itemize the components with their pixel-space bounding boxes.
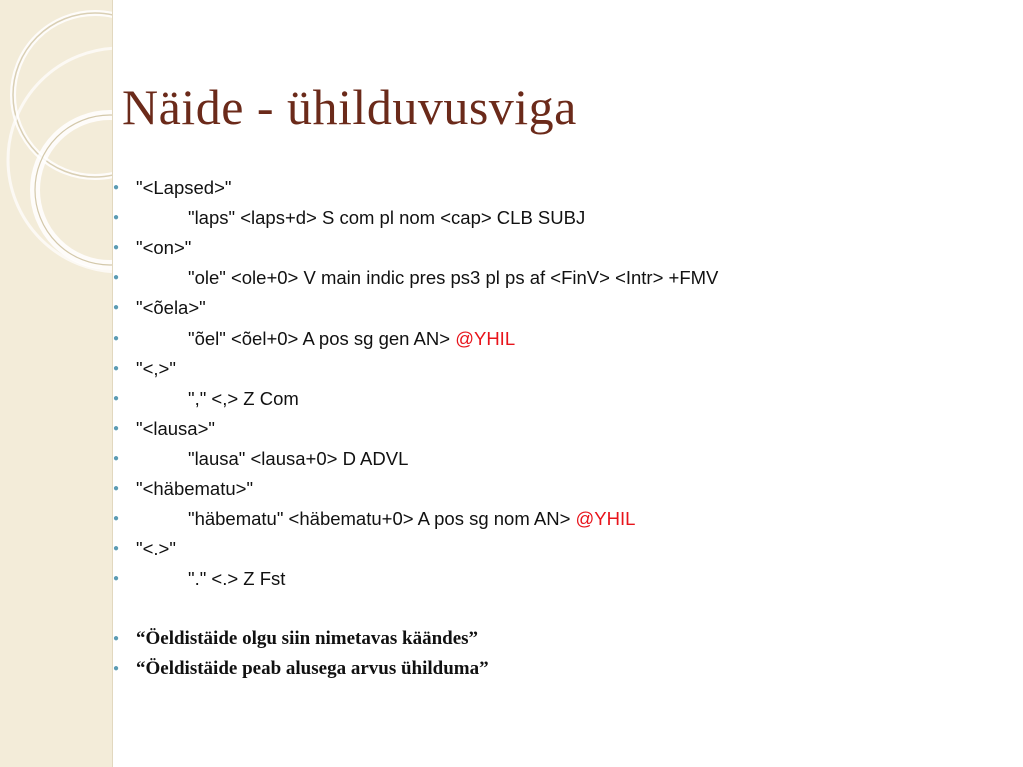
bullet-icon: ●: [112, 633, 120, 644]
error-tag: @YHIL: [575, 508, 636, 530]
bullet-icon: ●: [112, 663, 120, 674]
line-text: "." <.> Z Fst: [188, 568, 286, 590]
bullet-icon: ●: [112, 182, 120, 193]
note-text: “Öeldistäide peab alusega arvus ühilduma”: [136, 658, 489, 679]
bullet-icon: ●: [112, 452, 120, 464]
bullet-icon: ●: [112, 483, 120, 494]
bullet-icon: ●: [112, 573, 120, 585]
bullet-icon: ●: [112, 543, 120, 555]
line-text: "<,>": [136, 357, 176, 379]
bullet-icon: ●: [112, 302, 120, 314]
bullet-icon: ●: [112, 422, 120, 434]
line-text: "<häbematu>": [136, 478, 254, 499]
bullet-icon: ●: [112, 513, 120, 525]
error-tag: @YHIL: [455, 327, 516, 349]
line-text: "<.>": [136, 538, 176, 560]
line-text: "<lausa>": [136, 417, 215, 439]
bullet-icon: ●: [112, 392, 120, 404]
line-text: "<õela>": [136, 297, 206, 319]
line-text: "ole" <ole+0> V main indic pres ps3 pl ps af <FinV> <Intr> +FMV: [188, 267, 719, 289]
note-text: “Öeldistäide olgu siin nimetavas käändes”: [136, 628, 479, 649]
bullet-icon: ●: [112, 242, 120, 254]
bullet-icon: ●: [112, 272, 120, 284]
bullet-icon: ●: [112, 332, 120, 344]
line-text: "õel" <õel+0> A pos sg gen AN> @YHIL: [188, 327, 516, 349]
line-text: "<Lapsed>": [136, 177, 232, 198]
line-text: "laps" <laps+d> S com pl nom <cap> CLB SUBJ: [188, 207, 586, 229]
line-text: "," <,> Z Com: [188, 387, 299, 409]
bullet-icon: ●: [112, 212, 120, 224]
slide-title: Näide - ühilduvusviga: [122, 79, 577, 135]
line-text: "lausa" <lausa+0> D ADVL: [188, 447, 409, 469]
bullet-icon: ●: [112, 362, 120, 374]
line-text: "<on>": [136, 237, 192, 259]
line-text: "häbematu" <häbematu+0> A pos sg nom AN> @YHIL: [188, 508, 636, 530]
